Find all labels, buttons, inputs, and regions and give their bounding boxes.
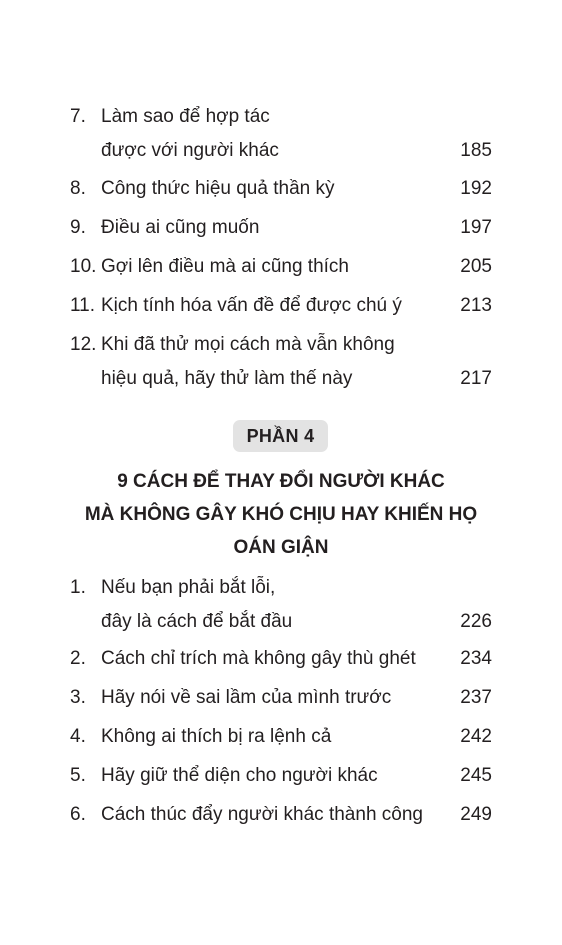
toc-entry-page: 217 [460,368,492,389]
toc-entry-page: 237 [460,687,492,708]
toc-entry-number: 4. [70,726,86,747]
toc-entry-number: 6. [70,804,86,825]
toc-entry-title-line: đây là cách để bắt đầu [101,611,293,632]
toc-entry-title-line: Gợi lên điều mà ai cũng thích [101,256,349,277]
part-title-line: OÁN GIẬN [233,537,329,558]
toc-entry-number: 10. [70,256,97,277]
toc-entry [70,803,492,826]
toc-entry-page: 245 [460,765,492,786]
toc-entry-title-line: Khi đã thử mọi cách mà vẫn không [101,334,395,355]
toc-entry-number: 9. [70,217,86,238]
toc-entry [70,255,492,278]
toc-entry-number: 1. [70,577,86,598]
part-title-line: MÀ KHÔNG GÂY KHÓ CHỊU HAY KHIẾN HỌ [84,504,478,525]
toc-entry-number: 11. [70,295,96,316]
toc-entry-title-line: Làm sao để hợp tác [101,106,270,127]
toc-entry-title-line: Kịch tính hóa vấn đề để được chú ý [101,295,402,316]
toc-entry [70,105,492,162]
toc-entry-title-line: được với người khác [101,140,279,161]
toc-entry-page: 242 [460,726,492,747]
toc-entry-number: 3. [70,687,86,708]
toc-entry-page: 197 [460,217,492,238]
part-title [0,465,562,564]
toc-entry [70,333,492,390]
toc-entry-title-line: Cách thúc đẩy người khác thành công [101,804,423,825]
part-badge: PHẦN 4 [233,420,328,452]
toc-entry [70,725,492,748]
toc-entry-title-line: Công thức hiệu quả thần kỳ [101,178,335,199]
toc-entry-page: 192 [460,178,492,199]
toc-entry [70,216,492,239]
toc-entry-page: 205 [460,256,492,277]
toc-entry-number: 2. [70,648,86,669]
toc-entry-title-line: Không ai thích bị ra lệnh cả [101,726,332,747]
toc-entry [70,647,492,670]
toc-entry-title-line: Hãy giữ thể diện cho người khác [101,765,378,786]
toc-entry [70,294,492,317]
toc-entry-number: 5. [70,765,86,786]
toc-entry-page: 213 [460,295,492,316]
toc-entry-number: 12. [70,334,97,355]
toc-entry-page: 226 [460,611,492,632]
toc-entry-page: 249 [460,804,492,825]
toc-entry [70,764,492,787]
toc-entry [70,576,492,633]
toc-entry-title-line: Nếu bạn phải bắt lỗi, [101,577,276,598]
toc-entry [70,686,492,709]
part-title-line: 9 CÁCH ĐỂ THAY ĐỔI NGƯỜI KHÁC [117,471,445,492]
toc-entry-title-line: Cách chỉ trích mà không gây thù ghét [101,648,416,669]
toc-entry-title-line: hiệu quả, hãy thử làm thế này [101,368,353,389]
toc-entry-number: 8. [70,178,86,199]
toc-entry-title-line: Hãy nói về sai lầm của mình trước [101,687,392,708]
toc-entry [70,177,492,200]
toc-entry-page: 185 [460,140,492,161]
toc-entry-title-line: Điều ai cũng muốn [101,217,260,238]
toc-entry-page: 234 [460,648,492,669]
toc-entry-number: 7. [70,106,86,127]
